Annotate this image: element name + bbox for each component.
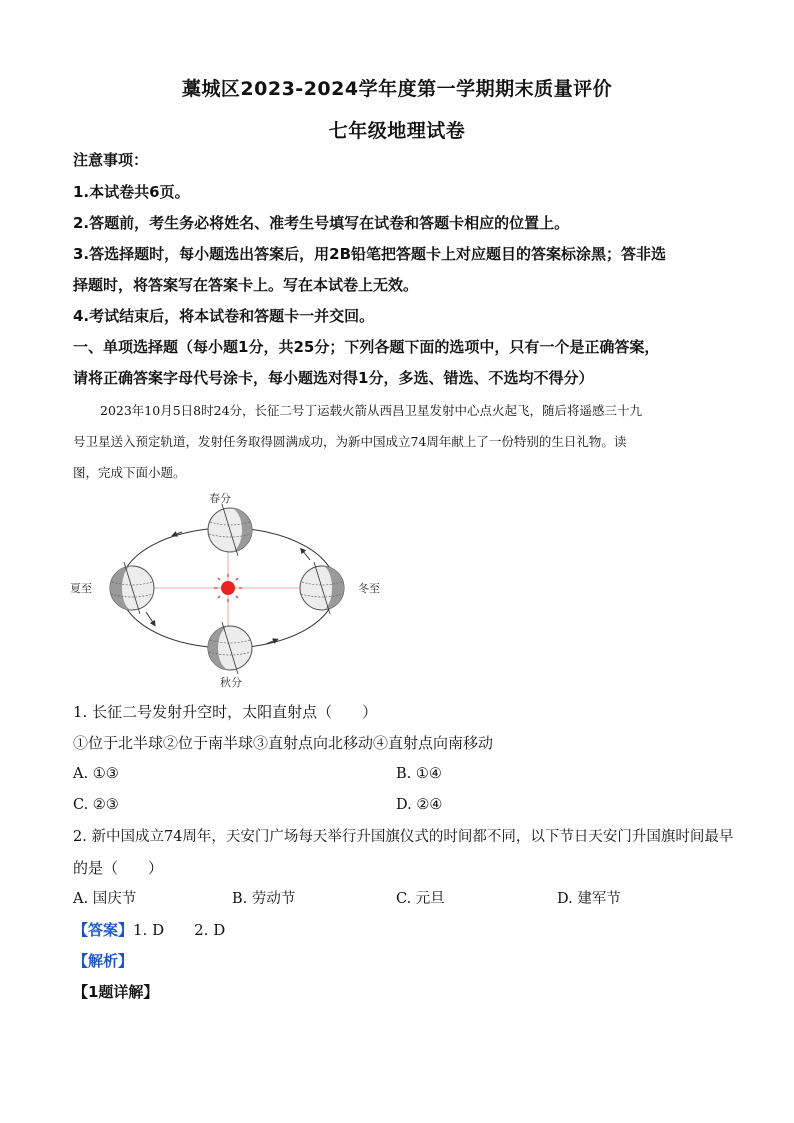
section-heading-line1: 一、单项选择题（每小题1分，共25分；下列各题下面的选项中，只有一个是正确答案， [73,338,660,356]
earth-autumn-icon [208,622,252,674]
detail-tag: 【1题详解】 [73,983,159,1001]
earth-spring-icon [208,504,252,556]
label-winter: 冬至 [358,582,380,595]
note-item-4: 4.考试结束后，将本试卷和答题卡一并交回。 [73,307,375,325]
q1-option-d[interactable]: D. ②④ [396,797,443,813]
q2-option-d[interactable]: D. 建军节 [557,891,621,907]
exam-subtitle: 七年级地理试卷 [328,120,466,142]
label-summer: 夏至 [70,582,92,595]
q1-statements: ①位于北半球②位于南半球③直射点向北移动④直射点向南移动 [73,734,494,752]
earth-summer-icon [110,562,154,614]
q1-stem: 1. 长征二号发射升空时，太阳直射点（ ） [73,703,378,721]
label-autumn: 秋分 [220,676,242,689]
analysis-tag: 【解析】 [73,952,134,970]
q1-option-a[interactable]: A. ①③ [73,766,119,782]
note-item-3-cont: 择题时，将答案写在答案卡上。写在本试卷上无效。 [73,276,419,294]
note-item-1: 1.本试卷共6页。 [73,183,190,201]
answer-text: 1. D 2. D [133,921,226,939]
answer-line [73,920,733,940]
analysis-line [73,951,733,971]
q2-stem-line1: 2. 新中国成立74周年，天安门广场每天举行升国旗仪式的时间都不同，以下节日天安门升国旗时间最早 [73,829,734,845]
exam-title: 藁城区2023-2024学年度第一学期期末质量评价 [181,78,613,100]
label-spring: 春分 [209,492,231,505]
passage-line3: 图，完成下面小题。 [73,465,186,480]
passage-line1: 2023年10月5日8时24分，长征二号丁运载火箭从西昌卫星发射中心点火起飞，随后将遥感三十九 [100,403,643,418]
q2-option-b[interactable]: B. 劳动节 [232,891,296,907]
q1-option-b[interactable]: B. ①④ [396,766,442,782]
orbit-arrow-right [302,550,310,560]
q2-stem-line2: 的是（ ） [73,859,164,877]
notes-heading: 注意事项： [73,151,149,169]
q1-option-c[interactable]: C. ②③ [73,797,119,813]
section-heading-line2: 请将正确答案字母代号涂卡，每小题选对得1分，多选、错选、不选均不得分） [73,369,594,387]
answer-tag: 【答案】 [73,921,134,939]
passage-line2: 号卫星送入预定轨道，发射任务取得圆满成功，为新中国成立74周年献上了一份特别的生日礼物。读 [73,434,627,449]
earth-orbit-diagram [70,488,400,693]
orbit-arrow-left [146,612,154,624]
note-item-2: 2.答题前，考生务必将姓名、准考生号填写在试卷和答题卡相应的位置上。 [73,214,570,232]
q2-option-c[interactable]: C. 元旦 [396,891,445,907]
note-item-3: 3.答选择题时，每小题选出答案后，用2B铅笔把答题卡上对应题目的答案标涂黑；答非选 [73,245,667,263]
q2-option-a[interactable]: A. 国庆节 [73,891,137,907]
earth-winter-icon [300,562,344,614]
